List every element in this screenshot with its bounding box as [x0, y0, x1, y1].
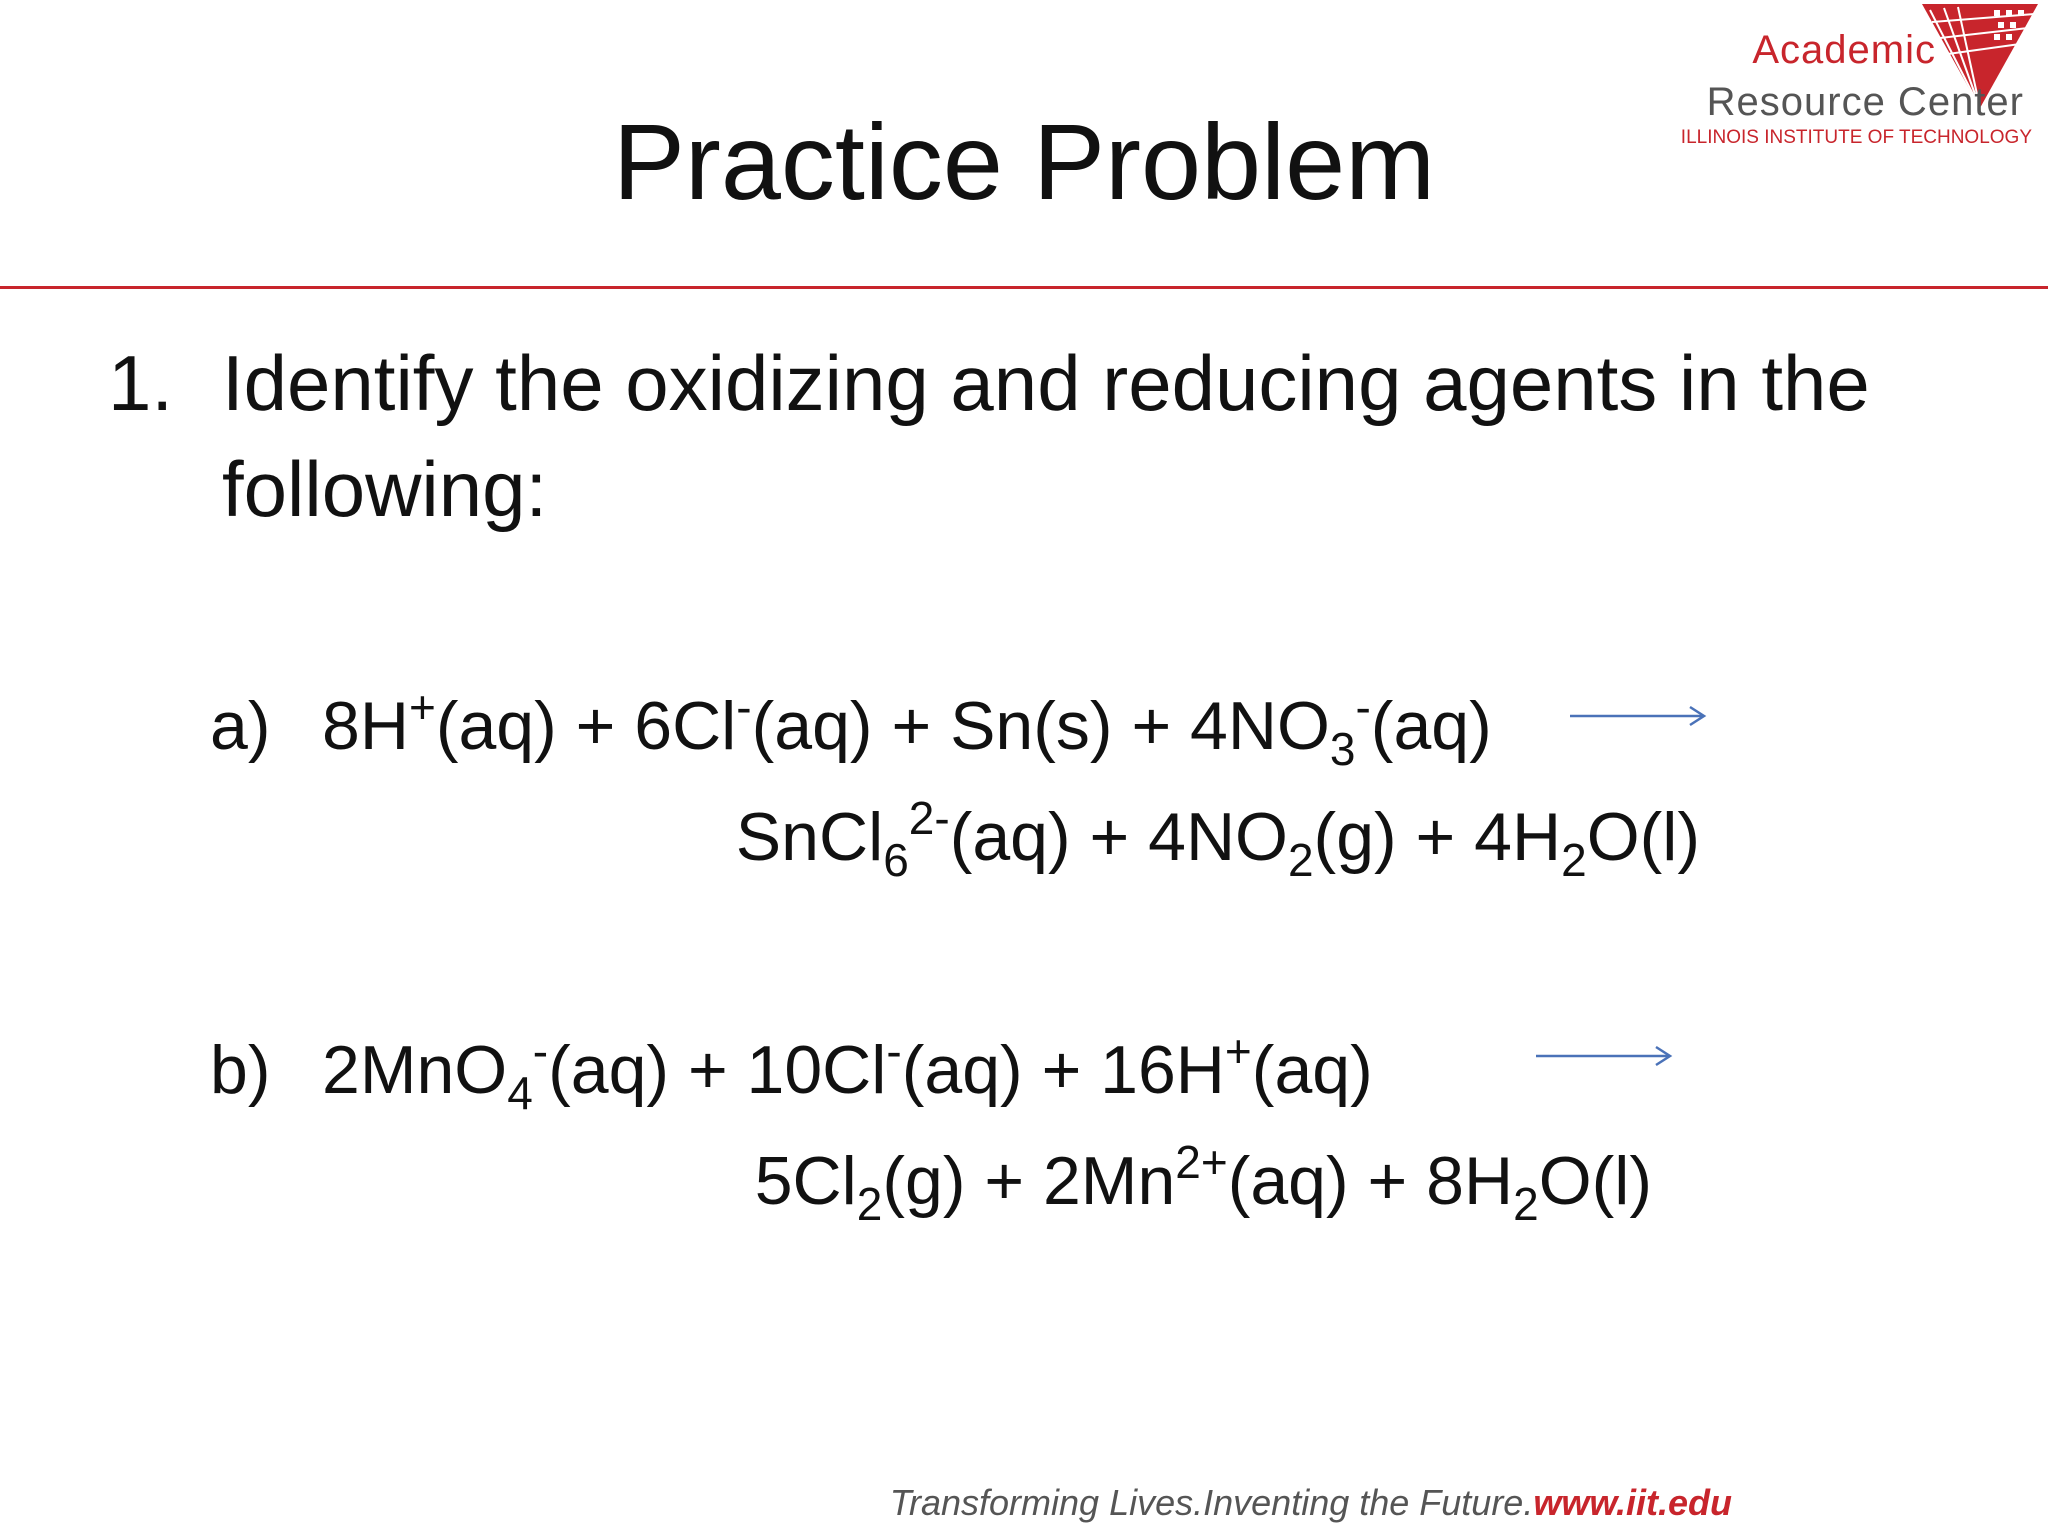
species-formula: 2Mn — [1042, 1143, 1176, 1219]
species-formula: 4H — [1474, 799, 1562, 875]
state-label: (g) — [882, 1143, 966, 1219]
equation-a-reactants — [322, 681, 1492, 775]
product-term — [1148, 799, 1397, 886]
state-label: (aq) — [435, 688, 557, 764]
state-label: (s) — [1033, 688, 1113, 764]
equation-b-reactants — [322, 1025, 1373, 1119]
reactant-term — [634, 681, 873, 764]
footer-url-link[interactable]: www.iit.edu — [1533, 1482, 1732, 1523]
species-formula: 2MnO — [322, 1032, 508, 1108]
footer-tagline-text: Transforming Lives.Inventing the Future. — [889, 1482, 1534, 1523]
species-formula-tail: O — [1586, 799, 1640, 875]
logo-institute-text: ILLINOIS INSTITUTE OF TECHNOLOGY — [1680, 127, 2032, 148]
species-formula: 4NO — [1148, 799, 1288, 875]
logo-academic-text: Academic — [1752, 28, 1936, 72]
product-term — [1042, 1136, 1349, 1219]
formula-subscript: 4 — [507, 1067, 533, 1119]
equation-b-label: b) — [210, 1032, 271, 1108]
species-formula: 4NO — [1190, 688, 1330, 764]
species-formula: SnCl — [735, 799, 884, 875]
plus-sign: + — [669, 1032, 747, 1108]
charge-superscript: - — [886, 1025, 902, 1077]
state-label: (l) — [1639, 799, 1700, 875]
state-label: (aq) — [1227, 1143, 1349, 1219]
plus-sign: + — [1348, 1143, 1427, 1219]
plus-sign: + — [1022, 1032, 1101, 1108]
footer-tagline — [890, 1482, 1732, 1524]
reactant-term — [1190, 681, 1492, 775]
charge-superscript: - — [532, 1025, 549, 1077]
plus-sign: + — [1112, 688, 1191, 764]
title-divider — [0, 286, 2048, 289]
question-number: 1. — [108, 339, 174, 427]
reactant-term — [746, 1025, 1023, 1108]
question-text: Identify the oxidizing and reducing agents in the following: — [222, 339, 1870, 533]
reaction-arrow-icon — [1568, 704, 1708, 728]
state-label: (aq) — [1370, 688, 1492, 764]
formula-subscript: 2 — [1287, 834, 1314, 886]
state-label: (aq) — [751, 688, 873, 764]
formula-subscript: 2 — [856, 1178, 883, 1230]
product-term — [1426, 1143, 1652, 1230]
species-formula: Sn — [950, 688, 1034, 764]
formula-subscript: 2 — [1561, 834, 1587, 886]
formula-subscript: 2 — [1513, 1178, 1539, 1230]
equation-a-products — [735, 792, 1700, 886]
charge-superscript: - — [1355, 681, 1371, 733]
logo-resource-center-text: Resource Center — [1706, 80, 2024, 124]
state-label: (l) — [1591, 1143, 1652, 1219]
species-formula: 16H — [1100, 1032, 1225, 1108]
state-label: (aq) — [1251, 1032, 1373, 1108]
species-formula: 8H — [322, 688, 409, 764]
species-formula: 10Cl — [746, 1032, 887, 1108]
state-label: (g) — [1313, 799, 1397, 875]
state-label: (aq) — [548, 1032, 670, 1108]
state-label: (aq) — [901, 1032, 1023, 1108]
reactant-term — [1100, 1025, 1373, 1108]
species-formula: 5Cl — [754, 1143, 857, 1219]
charge-superscript: 2- — [908, 792, 950, 844]
formula-subscript: 6 — [883, 834, 909, 886]
plus-sign: + — [872, 688, 951, 764]
species-formula: 8H — [1426, 1143, 1514, 1219]
reaction-arrow-icon — [1534, 1044, 1674, 1068]
product-term — [754, 1143, 966, 1230]
product-term — [1474, 799, 1700, 886]
reactant-term — [322, 1025, 670, 1119]
reactant-term — [322, 681, 557, 764]
charge-superscript: + — [408, 681, 436, 733]
charge-superscript: + — [1224, 1025, 1252, 1077]
plus-sign: + — [1396, 799, 1475, 875]
plus-sign: + — [556, 688, 635, 764]
formula-subscript: 3 — [1329, 723, 1356, 775]
state-label: (aq) — [949, 799, 1071, 875]
charge-superscript: - — [736, 681, 752, 733]
equation-a-label: a) — [210, 688, 271, 764]
species-formula: 6Cl — [634, 688, 737, 764]
reactant-term — [950, 688, 1112, 764]
plus-sign: + — [965, 1143, 1043, 1219]
charge-superscript: 2+ — [1175, 1136, 1228, 1188]
equation-b-products — [754, 1136, 1652, 1230]
species-formula-tail: O — [1538, 1143, 1592, 1219]
product-term — [735, 792, 1071, 886]
plus-sign: + — [1070, 799, 1149, 875]
slide-title: Practice Problem — [612, 101, 1436, 222]
